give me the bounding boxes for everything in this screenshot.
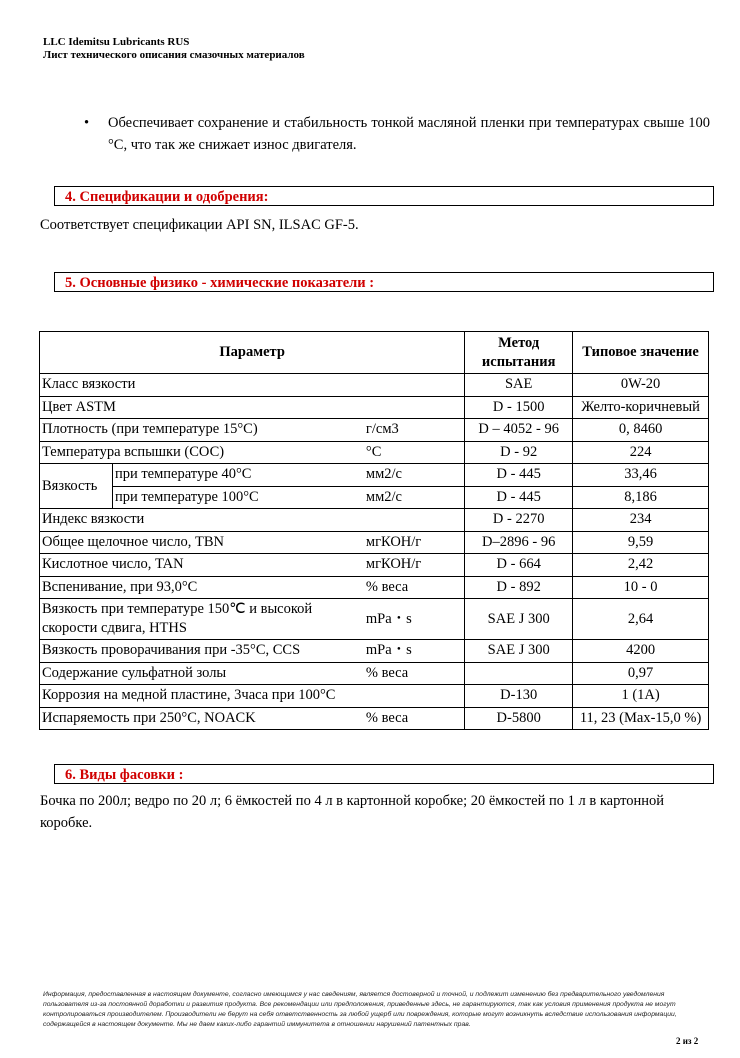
- bullet-icon: •: [84, 115, 90, 131]
- table-row: [40, 486, 709, 509]
- row-name: Индекс вязкости: [40, 509, 364, 532]
- table-row: [40, 441, 709, 464]
- row-name: Кислотное число, TAN: [40, 554, 364, 577]
- row-name: Общее щелочное число, TBN: [40, 531, 364, 554]
- table-row: [40, 640, 709, 663]
- row-method: D - 2270: [465, 509, 573, 532]
- row-method: D-130: [465, 685, 573, 708]
- table-row: [40, 419, 709, 442]
- table-row: [40, 531, 709, 554]
- row-unit: мм2/с: [364, 486, 465, 509]
- table-row: [40, 509, 709, 532]
- row-unit: °С: [364, 441, 465, 464]
- row-value: 234: [573, 509, 709, 532]
- table-header-row: [40, 332, 709, 374]
- section-6-text: Бочка по 200л; ведро по 20 л; 6 ёмкостей по 4 л в картонной коробке; 20 ёмкостей по 1 л в картонной коробке.: [40, 793, 665, 831]
- row-cond: при температуре 100°С: [112, 486, 363, 509]
- document-title: Лист технического описания смазочных материалов: [43, 49, 305, 61]
- row-method: SAE: [465, 374, 573, 397]
- row-value: 0, 8460: [573, 419, 709, 442]
- row-unit: % веса: [364, 707, 465, 730]
- section-6-heading: 6. Виды фасовки :: [54, 764, 714, 784]
- row-name: Вязкость при температуре 150℃ и высокой скорости сдвига, HTHS: [40, 599, 364, 640]
- table-row: [40, 707, 709, 730]
- disclaimer: Информация, предоставленная в настоящем документе, согласно имеющимся у нас сведениям, является достоверной и точной, и подлежит изменению без предварительного уведомления пользователя из-за постоянной доработки и развития продукта. Все рекомендации или предположения, приведенные здесь, не гарантируются, так как условия применения продукта не могут контролироваться производителем. Производители не берут на себя ответственность за любой ущерб или повреждения, которые могут возникнуть вследствие использования информации, содержащейся в настоящем документе. Мы не даем каких-либо гарантий иммунитета в отношении нарушений патентных прав.: [43, 991, 677, 1028]
- row-unit: г/см3: [364, 419, 465, 442]
- bullet-text: Обеспечивает сохранение и стабильность тонкой масляной пленки при температурах свыше 100 °С, что так же снижает износ двигателя.: [108, 115, 710, 153]
- row-name: Класс вязкости: [40, 374, 364, 397]
- company-name: LLC Idemitsu Lubricants RUS: [43, 36, 190, 48]
- row-name: Испаряемость при 250°С, NOACK: [40, 707, 364, 730]
- row-unit: % веса: [364, 662, 465, 685]
- row-name: Содержание сульфатной золы: [40, 662, 364, 685]
- header-param: Параметр: [40, 332, 465, 374]
- row-unit: [364, 509, 465, 532]
- row-value: 1 (1А): [573, 685, 709, 708]
- row-unit: мгКОН/г: [364, 531, 465, 554]
- table-row: [40, 685, 709, 708]
- row-method: D - 445: [465, 486, 573, 509]
- row-method: D - 892: [465, 576, 573, 599]
- table-row: [40, 576, 709, 599]
- section-4-text: Соответствует спецификации API SN, ILSAC GF-5.: [40, 217, 359, 233]
- header-method: Метод испытания: [465, 332, 573, 374]
- row-method: D–2896 - 96: [465, 531, 573, 554]
- row-value: 11, 23 (Max-15,0 %): [573, 707, 709, 730]
- table-row: [40, 662, 709, 685]
- row-name: Температура вспышки (СОС): [40, 441, 364, 464]
- row-method: [465, 662, 573, 685]
- row-method: D - 445: [465, 464, 573, 487]
- row-value: 0W-20: [573, 374, 709, 397]
- header-value: Типовое значение: [573, 332, 709, 374]
- row-method: SAE J 300: [465, 599, 573, 640]
- row-unit: % веса: [364, 576, 465, 599]
- row-unit: мм2/с: [364, 464, 465, 487]
- row-name: Коррозия на медной пластине, 3часа при 100°С: [40, 685, 364, 708]
- row-value: Желто-коричневый: [573, 396, 709, 419]
- document-header: [43, 36, 305, 62]
- row-method: SAE J 300: [465, 640, 573, 663]
- row-unit: mPa・s: [364, 599, 465, 640]
- row-unit: mPa・s: [364, 640, 465, 663]
- table-row: [40, 599, 709, 640]
- table-row: [40, 374, 709, 397]
- row-value: 224: [573, 441, 709, 464]
- section-4-heading: 4. Спецификации и одобрения:: [54, 186, 714, 206]
- row-unit: [364, 685, 465, 708]
- row-method: D – 4052 - 96: [465, 419, 573, 442]
- row-value: 2,42: [573, 554, 709, 577]
- section-5-heading: 5. Основные физико - химические показатели :: [54, 272, 714, 292]
- row-name: Вязкость проворачивания при -35°С, CCS: [40, 640, 364, 663]
- row-value: 2,64: [573, 599, 709, 640]
- feature-bullet: [84, 112, 710, 156]
- row-method: D - 664: [465, 554, 573, 577]
- row-value: 10 - 0: [573, 576, 709, 599]
- table-row: [40, 464, 709, 487]
- row-name: Плотность (при температуре 15°С): [40, 419, 364, 442]
- row-value: 8,186: [573, 486, 709, 509]
- table-row: [40, 396, 709, 419]
- row-value: 4200: [573, 640, 709, 663]
- row-unit: мгКОН/г: [364, 554, 465, 577]
- viscosity-label: Вязкость: [40, 464, 113, 509]
- row-method: D - 1500: [465, 396, 573, 419]
- row-unit: [364, 374, 465, 397]
- row-name: Вспенивание, при 93,0°С: [40, 576, 364, 599]
- row-unit: [364, 396, 465, 419]
- row-cond: при температуре 40°С: [112, 464, 363, 487]
- page-number: 2 из 2: [676, 1036, 699, 1046]
- row-value: 33,46: [573, 464, 709, 487]
- row-value: 9,59: [573, 531, 709, 554]
- row-name: Цвет ASTM: [40, 396, 364, 419]
- spec-table: [39, 331, 709, 730]
- table-row: [40, 554, 709, 577]
- row-method: D - 92: [465, 441, 573, 464]
- row-method: D-5800: [465, 707, 573, 730]
- row-value: 0,97: [573, 662, 709, 685]
